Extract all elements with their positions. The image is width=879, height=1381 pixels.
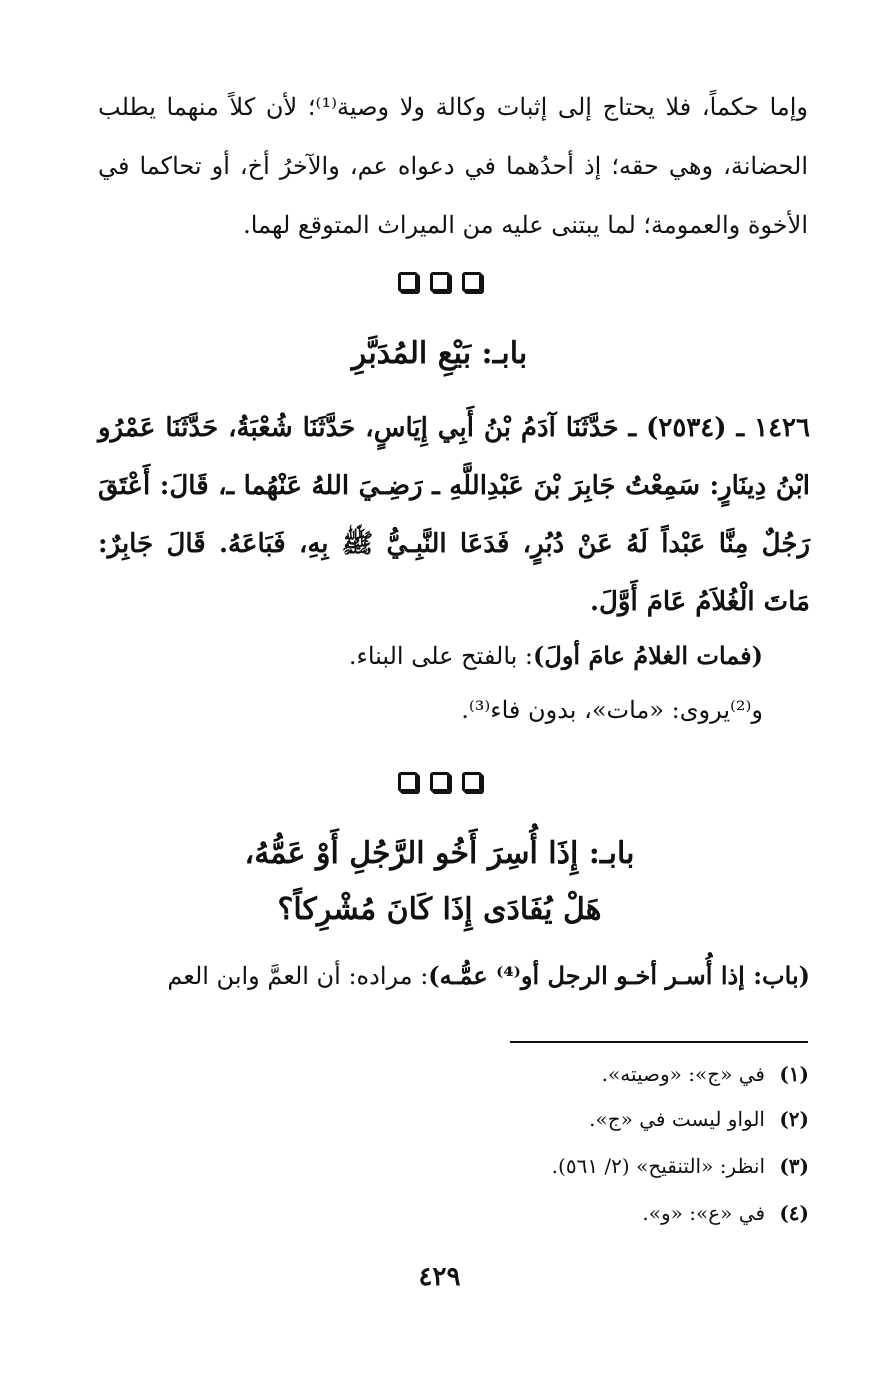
- section-separator: [0, 772, 879, 792]
- section-separator: [0, 272, 879, 292]
- footnote: [552, 1150, 809, 1182]
- separator-square-icon: [430, 772, 450, 792]
- chapter-title-continued: هَلْ يُفَادَى إِذَا كَانَ مُشْرِكاً؟: [277, 892, 602, 927]
- separator-square-icon: [398, 272, 418, 292]
- separator-square-icon: [430, 272, 450, 292]
- hadith-text: ١٤٢٦ ـ (٢٥٣٤) ـ حَدَّثَنَا آدَمُ بْنُ أَبِي إِيَاسٍ، حَدَّثَنَا شُعْبَةُ، حَدَّثَنَا عَمْرُو ابْنُ دِينَارٍ: سَمِعْتُ جَابِرَ بْنَ عَبْدِاللَّهِ ـ رَضِـيَ اللهُ عَنْهُما ـ، قَالَ: أَعْتَقَ رَجُلٌ مِنَّا عَبْداً لَهُ عَنْ دُبُرٍ، فَدَعَا النَّبِـيُّ ﷺ بِهِ، فَبَاعَهُ. قَالَ جَابِرٌ: مَاتَ الْغُلاَمُ عَامَ أَوَّلَ.: [98, 413, 810, 617]
- chapter-title: بابـ: إِذَا أُسِرَ أَخُو الرَّجُلِ أَوْ عَمُّهُ،: [244, 836, 635, 871]
- separator-square-icon: [398, 772, 418, 792]
- commentary-lemma: (فمات الغلامُ عامَ أولَ): [533, 641, 763, 670]
- footnote-divider: [510, 1041, 808, 1043]
- commentary-lemma: (باب: إذا أُسـر أخـو الرجل أو⁽⁴⁾ عمُّـه): [428, 961, 810, 990]
- page-number: ٤٢٩: [418, 1262, 461, 1292]
- commentary-line: و⁽²⁾يروى: «مات»، بدون فاء⁽³⁾.: [461, 696, 763, 724]
- footnote-text: انظر: «التنقيح» (٢/ ٥٦١).: [551, 1154, 765, 1178]
- chapter-title: بابـ: بَيْعِ المُدَبَّرِ: [351, 336, 528, 371]
- commentary-line: [349, 636, 763, 676]
- footnote-number: (٣): [779, 1154, 809, 1178]
- commentary-text: : بالفتح على البناء.: [348, 642, 534, 670]
- footnote-number: (٢): [779, 1107, 809, 1131]
- separator-square-icon: [462, 272, 482, 292]
- intro-paragraph: وإما حكماً، فلا يحتاج إلى إثبات وكالة ولا وصية⁽¹⁾؛ لأن كلاً منهما يطلب الحضانة، وهي حقه؛ إذ أحدُهما في دعواه عم، والآخرُ أخ، أو تحاكما في الأخوة والعمومة؛ لما يبتنى عليه من الميراث المتوقع لهما.: [98, 93, 809, 239]
- footnote-text: في «ع»: «و».: [642, 1201, 765, 1225]
- footnote: [589, 1103, 809, 1135]
- commentary-text: : مراده: أن العمَّ وابن العم: [167, 962, 429, 990]
- footnote-text: الواو ليست في «ج».: [589, 1107, 765, 1131]
- commentary-line: [98, 952, 810, 1000]
- footnote-number: (١): [779, 1062, 809, 1086]
- footnote: [642, 1197, 809, 1229]
- footnote: [602, 1058, 809, 1090]
- separator-square-icon: [462, 772, 482, 792]
- footnote-number: (٤): [779, 1201, 809, 1225]
- footnote-text: في «ج»: «وصيته».: [601, 1062, 765, 1086]
